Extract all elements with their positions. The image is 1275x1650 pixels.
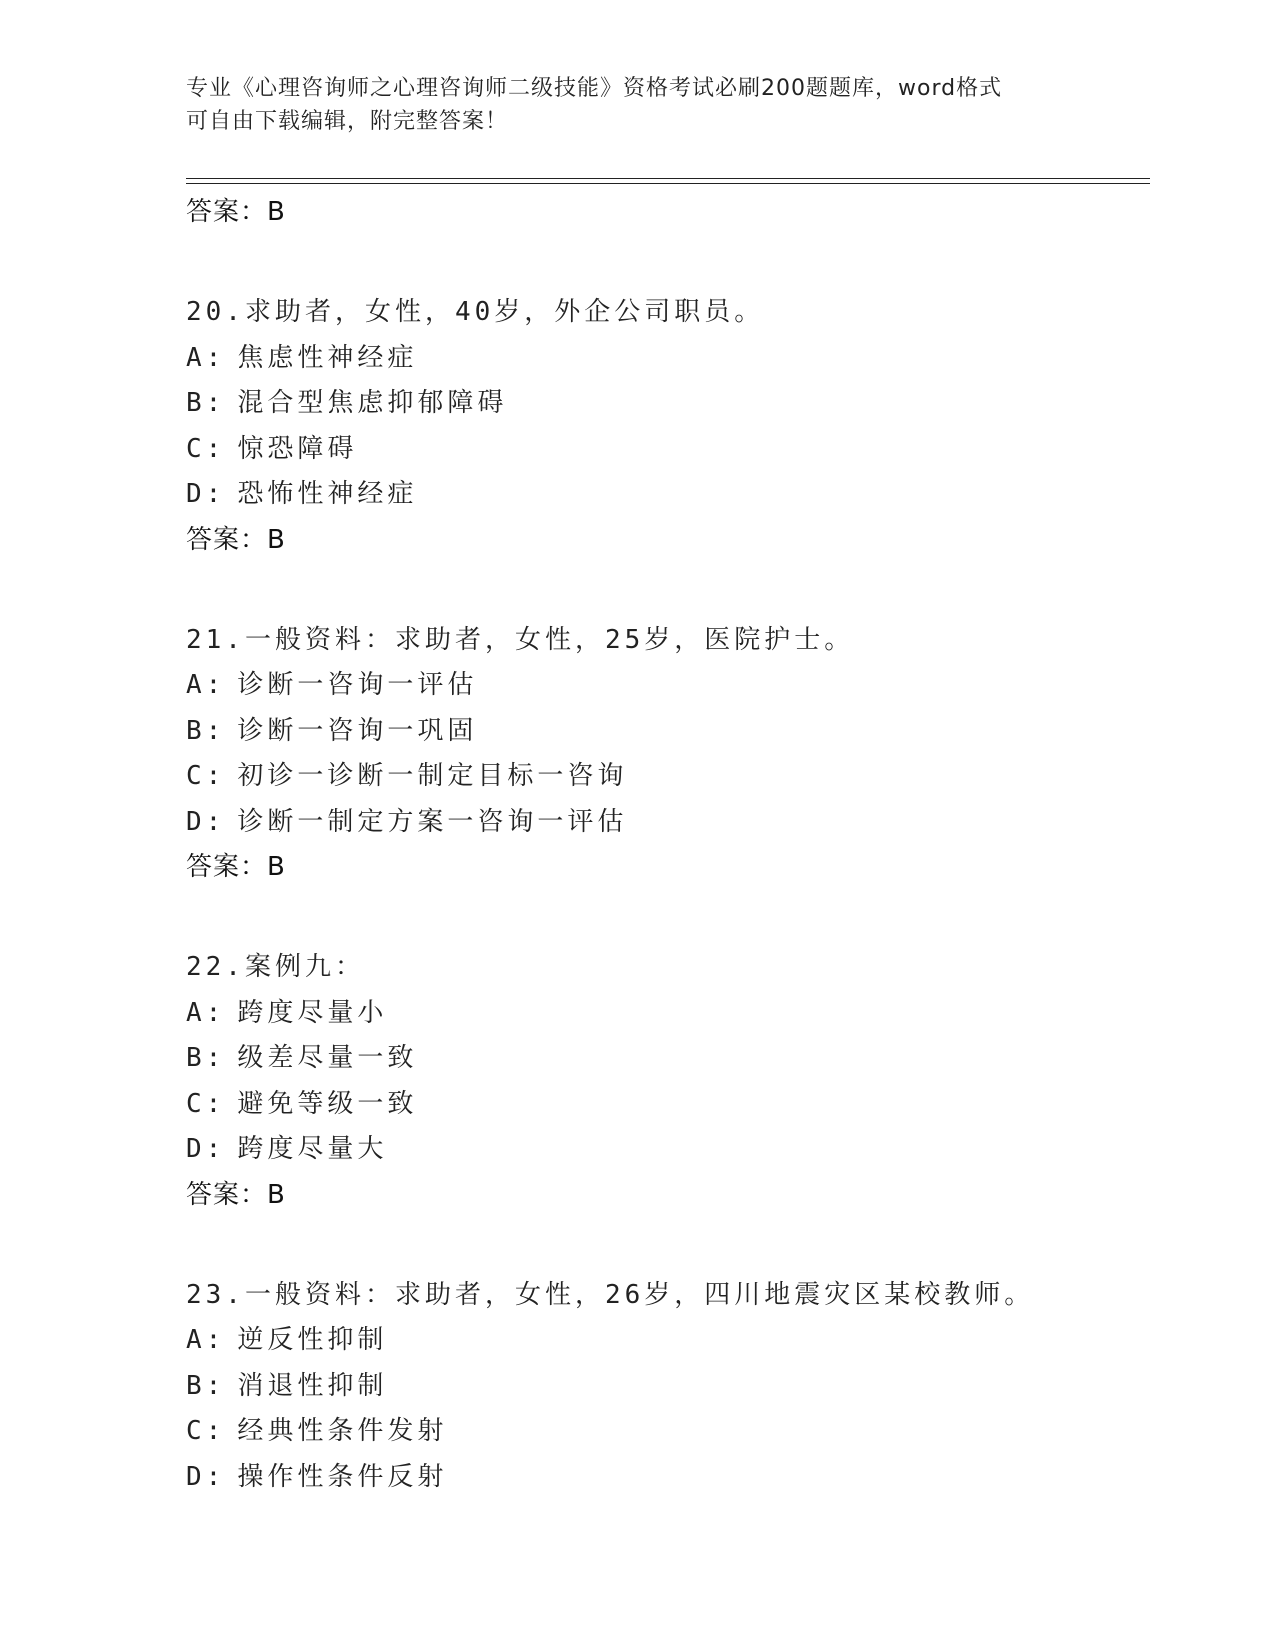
answer-line: 答案：B xyxy=(186,852,286,882)
header-divider-top xyxy=(186,178,1150,179)
header-divider-bottom xyxy=(186,183,1150,184)
option-text: 混合型焦虑抑郁障碍 xyxy=(237,388,508,418)
question-stem: 23.一般资料：求助者，女性，26岁，四川地震灾区某校教师。 xyxy=(186,1279,1035,1310)
option-letter: B: xyxy=(186,715,226,746)
option-b xyxy=(186,1036,1146,1082)
option-text: 操作性条件反射 xyxy=(237,1461,448,1492)
option-a xyxy=(186,336,1146,382)
option-letter: A: xyxy=(186,1325,226,1355)
option-letter: C: xyxy=(186,761,226,791)
option-letter: D: xyxy=(186,1461,226,1492)
question-stem: 21.一般资料：求助者，女性，25岁，医院护士。 xyxy=(186,624,855,655)
option-letter: C: xyxy=(186,1416,226,1446)
option-text: 跨度尽量小 xyxy=(237,997,388,1028)
option-letter: A: xyxy=(186,342,226,373)
option-text: 级差尽量一致 xyxy=(237,1043,418,1073)
option-letter: C: xyxy=(186,433,226,464)
option-letter: A: xyxy=(186,670,226,700)
option-letter: B: xyxy=(186,1043,226,1073)
option-b xyxy=(186,1364,1146,1410)
question-23 xyxy=(186,1273,1146,1501)
option-letter: A: xyxy=(186,997,226,1028)
option-text: 经典性条件发射 xyxy=(237,1416,448,1446)
question-21 xyxy=(186,618,1146,890)
option-text: 避免等级一致 xyxy=(237,1088,418,1119)
option-a xyxy=(186,663,1146,709)
option-d xyxy=(186,472,1146,518)
option-text: 消退性抑制 xyxy=(237,1370,388,1401)
option-letter: D: xyxy=(186,806,226,837)
question-22 xyxy=(186,945,1146,1217)
question-stem: 20.求助者，女性，40岁，外企公司职员。 xyxy=(186,297,765,327)
option-a xyxy=(186,991,1146,1037)
option-text: 诊断一咨询一评估 xyxy=(237,670,478,700)
option-b xyxy=(186,381,1146,427)
question-20 xyxy=(186,290,1146,562)
answer-line: 答案：B xyxy=(186,197,286,227)
option-letter: C: xyxy=(186,1088,226,1119)
option-text: 诊断一咨询一巩固 xyxy=(237,715,478,746)
option-letter: B: xyxy=(186,1370,226,1401)
option-c xyxy=(186,427,1146,473)
option-a xyxy=(186,1318,1146,1364)
option-text: 初诊一诊断一制定目标一咨询 xyxy=(237,761,628,791)
option-letter: B: xyxy=(186,388,226,418)
option-d xyxy=(186,1127,1146,1173)
option-text: 惊恐障碍 xyxy=(237,433,358,464)
question-stem: 22.案例九： xyxy=(186,952,365,982)
option-d xyxy=(186,800,1146,846)
option-c xyxy=(186,1409,1146,1455)
option-letter: D: xyxy=(186,1134,226,1164)
document-header xyxy=(186,72,1086,138)
option-text: 跨度尽量大 xyxy=(237,1134,388,1164)
option-text: 诊断一制定方案一咨询一评估 xyxy=(237,806,628,837)
option-b xyxy=(186,709,1146,755)
question-list xyxy=(186,190,1146,1500)
option-text: 恐怖性神经症 xyxy=(237,479,418,509)
option-c xyxy=(186,1082,1146,1128)
header-line-1: 专业《心理咨询师之心理咨询师二级技能》资格考试必刷200题题库，word格式 xyxy=(186,76,1003,101)
answer-line: 答案：B xyxy=(186,1179,286,1210)
answer-line: 答案：B xyxy=(186,524,286,555)
option-text: 逆反性抑制 xyxy=(237,1325,388,1355)
header-line-2: 可自由下载编辑，附完整答案！ xyxy=(186,109,509,134)
option-d xyxy=(186,1455,1146,1501)
option-c xyxy=(186,754,1146,800)
option-letter: D: xyxy=(186,479,226,509)
option-text: 焦虑性神经症 xyxy=(237,342,418,373)
